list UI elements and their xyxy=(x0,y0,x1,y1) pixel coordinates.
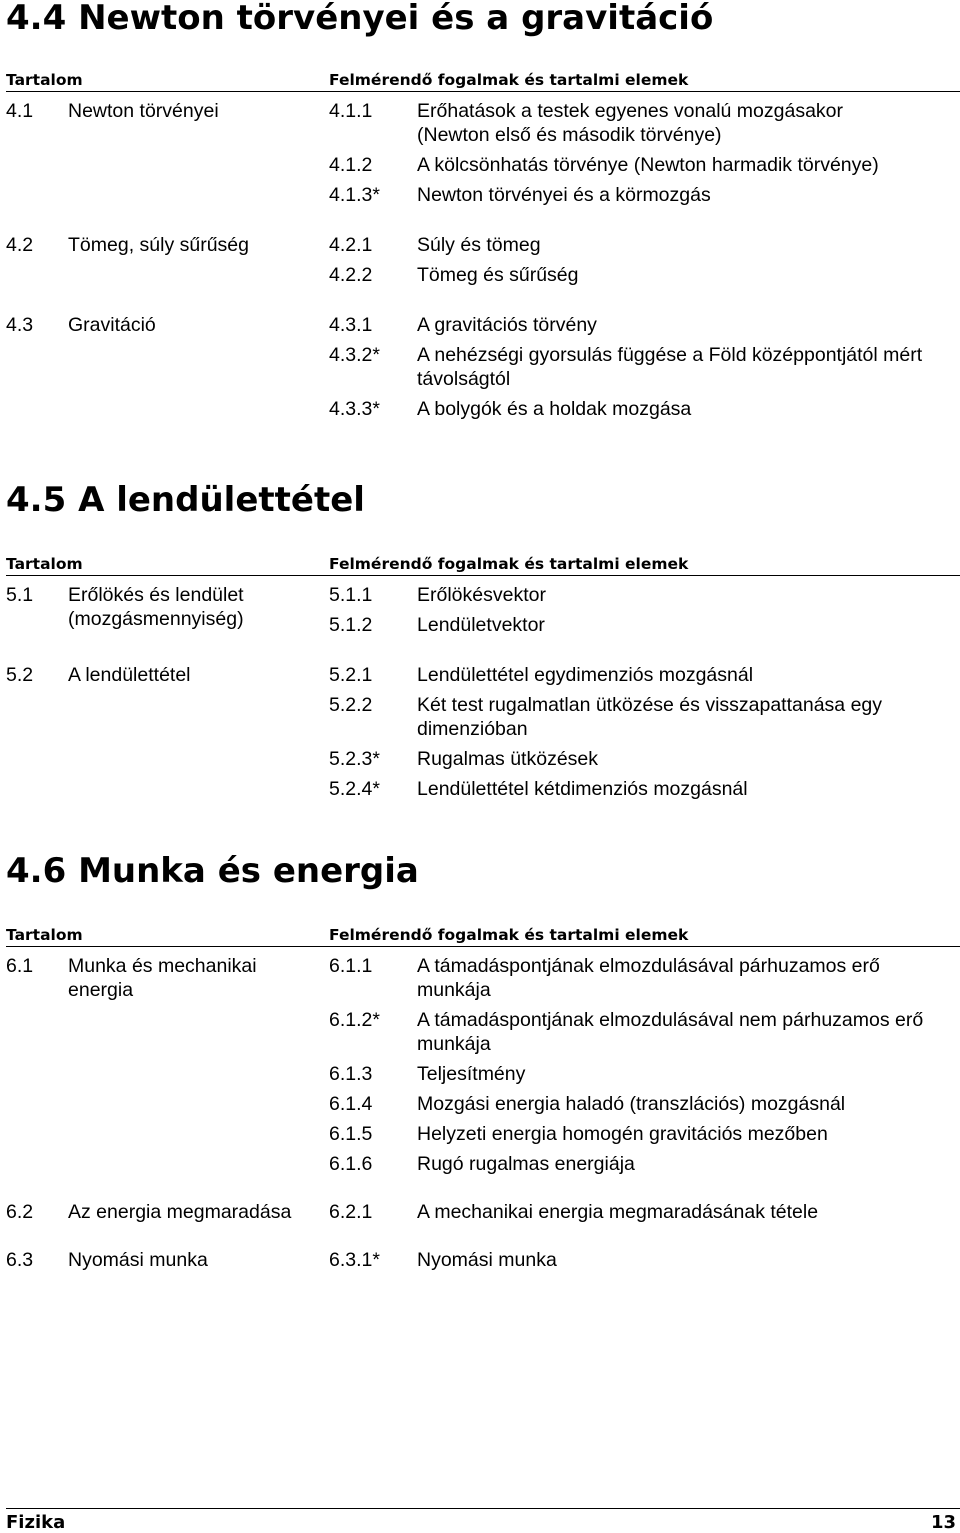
list-item xyxy=(329,153,960,177)
item-number: 4.1.3* xyxy=(329,184,380,206)
list-item xyxy=(329,233,960,257)
header-content: Tartalom xyxy=(6,555,83,573)
item-number: 6.1.6 xyxy=(329,1153,373,1175)
group-items xyxy=(329,583,960,637)
header-elements: Felmérendő fogalmak és tartalmi elemek xyxy=(329,555,689,573)
topic-label: A lendülettétel xyxy=(68,664,191,686)
item-number: 4.1.2 xyxy=(329,154,373,176)
item-text: Súly és tömeg xyxy=(417,234,541,256)
item-number: 5.1.1 xyxy=(329,584,373,606)
item-number: 5.2.1 xyxy=(329,664,373,686)
item-number: 4.3.2* xyxy=(329,344,380,366)
section-title: 4.6 Munka és energia xyxy=(6,851,419,891)
list-item xyxy=(329,1062,960,1086)
item-number: 4.3.1 xyxy=(329,314,373,336)
list-item xyxy=(329,777,960,801)
list-item xyxy=(329,693,960,741)
content-group xyxy=(6,313,960,421)
list-item xyxy=(329,663,960,687)
item-number: 6.1.1 xyxy=(329,955,373,977)
item-text: Erőhatások a testek egyenes vonalú mozgásakor (Newton első és második törvénye) xyxy=(417,100,844,146)
footer-subject: Fizika xyxy=(6,1512,66,1533)
item-number: 4.2.1 xyxy=(329,234,373,256)
item-number: 4.1.1 xyxy=(329,100,373,122)
item-number: 6.1.2* xyxy=(329,1009,380,1031)
item-text: A támadáspontjának elmozdulásával nem párhuzamos erő munkája xyxy=(417,1009,924,1055)
section-4-6 xyxy=(6,851,960,1271)
item-number: 6.3.1* xyxy=(329,1249,380,1271)
section-4-5 xyxy=(6,480,960,800)
list-item xyxy=(329,954,960,1002)
header-content: Tartalom xyxy=(6,71,83,89)
section-title: 4.4 Newton törvényei és a gravitáció xyxy=(6,0,714,38)
list-item xyxy=(329,1200,960,1224)
list-item xyxy=(329,313,960,337)
item-text: Két test rugalmatlan ütközése és visszapattanása egy dimenzióban xyxy=(417,694,883,740)
content-group xyxy=(6,233,960,287)
table-header xyxy=(6,554,960,576)
item-text: Mozgási energia haladó (transzlációs) mozgásnál xyxy=(417,1093,846,1115)
content-group xyxy=(6,663,960,801)
list-item xyxy=(329,183,960,207)
item-number: 6.1.4 xyxy=(329,1093,373,1115)
topic-number: 5.1 xyxy=(6,584,34,606)
list-item xyxy=(329,1152,960,1176)
group-items xyxy=(329,954,960,1176)
item-number: 5.2.4* xyxy=(329,778,380,800)
page-number: 13 xyxy=(930,1512,956,1533)
list-item xyxy=(329,263,960,287)
group-items xyxy=(329,663,960,801)
item-text: Rugó rugalmas energiája xyxy=(417,1153,635,1175)
content-group xyxy=(6,954,960,1176)
list-item xyxy=(329,747,960,771)
content-group xyxy=(6,99,960,207)
topic-label: Nyomási munka xyxy=(68,1249,208,1271)
group-items xyxy=(329,99,960,207)
item-text: Erőlökésvektor xyxy=(417,584,546,606)
item-number: 4.3.3* xyxy=(329,398,380,420)
item-number: 6.1.3 xyxy=(329,1063,373,1085)
section-4-4 xyxy=(6,0,960,420)
content-table xyxy=(6,70,960,427)
topic-label: Munka és mechanikai energia xyxy=(68,955,257,1001)
list-item xyxy=(329,343,960,391)
topic-number: 6.1 xyxy=(6,955,34,977)
item-text: Tömeg és sűrűség xyxy=(417,264,579,286)
content-table xyxy=(6,554,960,807)
list-item xyxy=(329,1092,960,1116)
topic-label: Gravitáció xyxy=(68,314,156,336)
item-text: A nehézségi gyorsulás függése a Föld középpontjától mért távolságtól xyxy=(417,344,923,390)
group-items xyxy=(329,233,960,287)
header-elements: Felmérendő fogalmak és tartalmi elemek xyxy=(329,71,689,89)
list-item xyxy=(329,1008,960,1056)
section-title: 4.5 A lendülettétel xyxy=(6,480,365,520)
item-text: Teljesítmény xyxy=(417,1063,526,1085)
content-table xyxy=(6,925,960,1278)
topic-number: 5.2 xyxy=(6,664,34,686)
item-text: A támadáspontjának elmozdulásával párhuzamos erő munkája xyxy=(417,955,880,1001)
topic-number: 6.2 xyxy=(6,1201,34,1223)
list-item xyxy=(329,1248,960,1272)
item-number: 6.1.5 xyxy=(329,1123,373,1145)
item-text: Lendületvektor xyxy=(417,614,545,636)
table-header xyxy=(6,925,960,947)
content-group xyxy=(6,1200,960,1224)
topic-label: Newton törvényei xyxy=(68,100,219,122)
group-items xyxy=(329,1200,960,1224)
page-footer xyxy=(6,1508,960,1533)
list-item xyxy=(329,1122,960,1146)
item-text: Nyomási munka xyxy=(417,1249,557,1271)
header-elements: Felmérendő fogalmak és tartalmi elemek xyxy=(329,926,689,944)
topic-number: 4.3 xyxy=(6,314,34,336)
item-number: 5.1.2 xyxy=(329,614,373,636)
content-group xyxy=(6,1248,960,1272)
group-items xyxy=(329,1248,960,1272)
topic-number: 4.1 xyxy=(6,100,34,122)
topic-label: Az energia megmaradása xyxy=(68,1201,292,1223)
item-text: Newton törvényei és a körmozgás xyxy=(417,184,711,206)
list-item xyxy=(329,583,960,607)
list-item xyxy=(329,99,960,147)
table-header xyxy=(6,70,960,92)
item-text: Helyzeti energia homogén gravitációs mezőben xyxy=(417,1123,828,1145)
item-number: 5.2.2 xyxy=(329,694,373,716)
item-number: 4.2.2 xyxy=(329,264,373,286)
topic-number: 6.3 xyxy=(6,1249,34,1271)
item-text: A kölcsönhatás törvénye (Newton harmadik törvénye) xyxy=(417,154,879,176)
content-group xyxy=(6,583,960,637)
group-items xyxy=(329,313,960,421)
topic-number: 4.2 xyxy=(6,234,34,256)
item-number: 5.2.3* xyxy=(329,748,380,770)
topic-label: Erőlökés és lendület (mozgásmennyiség) xyxy=(68,584,244,630)
item-number: 6.2.1 xyxy=(329,1201,373,1223)
list-item xyxy=(329,613,960,637)
header-content: Tartalom xyxy=(6,926,83,944)
item-text: A mechanikai energia megmaradásának tétele xyxy=(417,1201,819,1223)
item-text: A bolygók és a holdak mozgása xyxy=(417,398,692,420)
item-text: Rugalmas ütközések xyxy=(417,748,599,770)
list-item xyxy=(329,397,960,421)
topic-label: Tömeg, súly sűrűség xyxy=(68,234,249,256)
item-text: Lendülettétel egydimenziós mozgásnál xyxy=(417,664,754,686)
item-text: A gravitációs törvény xyxy=(417,314,597,336)
item-text: Lendülettétel kétdimenziós mozgásnál xyxy=(417,778,748,800)
